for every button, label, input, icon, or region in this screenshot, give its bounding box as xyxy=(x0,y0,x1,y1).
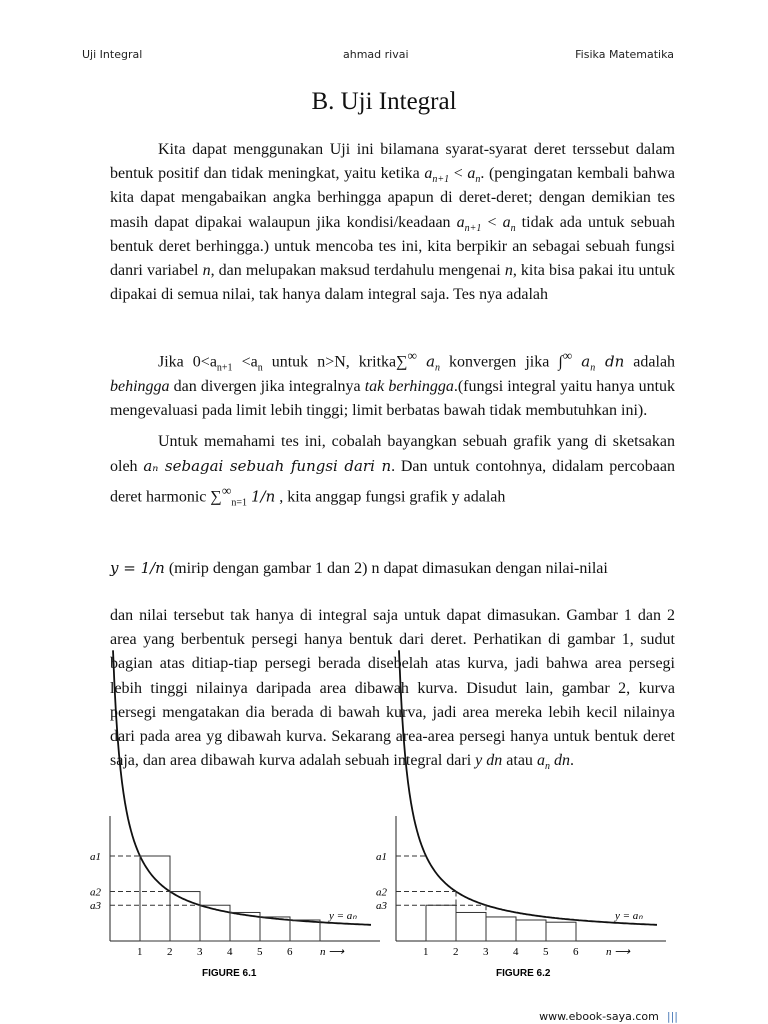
header-center: ahmad rivai xyxy=(343,48,409,61)
x-axis-label: n ⟶ xyxy=(320,946,345,958)
series-rectangle xyxy=(486,917,516,941)
x-tick-5: 5 xyxy=(257,946,263,958)
curve-label: y = aₙ xyxy=(329,909,357,922)
x-tick-4: 4 xyxy=(513,946,519,958)
page-number: ||| xyxy=(666,1010,678,1023)
series-rectangle xyxy=(456,912,486,941)
section-title: B. Uji Integral xyxy=(311,88,457,115)
curve-label: y = aₙ xyxy=(615,909,643,922)
figure-caption: FIGURE 6.2 xyxy=(496,968,551,979)
header-left: Uji Integral xyxy=(82,48,143,61)
y-label-a3: a3 xyxy=(376,900,387,913)
figure-6-2 xyxy=(378,808,688,988)
footer xyxy=(539,1010,678,1023)
x-axis-label: n ⟶ xyxy=(606,946,631,958)
figure-6-1 xyxy=(92,808,392,988)
x-tick-1: 1 xyxy=(137,946,143,958)
series-rectangle xyxy=(260,917,290,941)
series-rectangle xyxy=(516,920,546,941)
x-tick-6: 6 xyxy=(573,946,579,958)
figure-caption: FIGURE 6.1 xyxy=(202,968,257,979)
header-right: Fisika Matematika xyxy=(575,48,674,61)
x-tick-4: 4 xyxy=(227,946,233,958)
x-tick-2: 2 xyxy=(453,946,459,958)
paragraph-2: Jika $0<a_{n+1} <a_n$ untuk n>N, kritka∑∞ $a_n$ konvergen jika ∫∞ $a_n$ dn adalah behingga dan divergen jika integralnya tak berhingga.(fungsi integral yaitu hanya untuk mengevaluasi pada limit lebih tinggi; limit berbatas bawah tidak membutuhkan ini). xyxy=(110,348,676,419)
y-label-a2: a2 xyxy=(376,886,387,899)
paragraph-5: dan nilai tersebut tak hanya di integral saja untuk dapat dimasukan. Gambar 1 dan 2 area yang berbentuk persegi hanya bentuk dari deret. Perhatikan di gambar 1, sudut bagian atas ditiap-tiap persegi berada disebelah atas kurva, jadi bahwa area persegi lebih tinggi nilainya daripada area dibawah kurva. Disudut lain, gambar 2, kurva persegi mengatakan dia berada di bawah kurva, jadi area mereka lebih kecil nilainya dari pada area yg dibawah kurva. Sekarang area-area persegi hanya untuk bentuk deret saja, dan area dibawah kurva adalah sebuah integral dari y dn atau $a_n$ dn. xyxy=(110,607,675,773)
y-label-a1: a1 xyxy=(376,851,387,863)
x-tick-5: 5 xyxy=(543,946,549,958)
y-label-a3: a3 xyxy=(90,900,101,913)
x-tick-2: 2 xyxy=(167,946,173,958)
x-tick-3: 3 xyxy=(197,946,203,958)
x-tick-6: 6 xyxy=(287,946,293,958)
x-tick-3: 3 xyxy=(483,946,489,958)
series-rectangle xyxy=(140,856,170,941)
series-rectangle xyxy=(200,905,230,941)
paragraph-1: Kita dapat menggunakan Uji ini bilamana syarat-syarat deret terssebut dalam bentuk positif dan tidak meningkat, yaitu ketika $a_{n+1} < a_n$. (pengingatan kembali bahwa kita dapat mengabaikan angka berhingga apapun di deret-deret; dengan demikian tes masih dapat dipakai walaupun jika kondisi/keadaan $a_{n+1} < a_n$ tidak ada untuk sebuah bentuk deret berhingga.) untuk mencoba tes ini, kita berpikir an sebagai sebuah fungsi danri variabel n, dan melupakan maksud terdahulu mengenai n, kita bisa pakai itu untuk dipakai di semua nilai, tak hanya dalam integral saja. Tes nya adalah xyxy=(110,141,676,304)
series-rectangle xyxy=(546,922,576,941)
footer-site: www.ebook-saya.com xyxy=(539,1010,659,1023)
series-rectangle xyxy=(426,905,456,941)
x-tick-1: 1 xyxy=(423,946,429,958)
y-label-a1: a1 xyxy=(90,851,101,863)
paragraph-3: Untuk memahami tes ini, cobalah bayangkan sebuah grafik yang di sketsakan oleh aₙ sebagai sebuah fungsi dari n. Dan untuk contohnya, didalam percobaan deret harmonic $\sum^\infty_{n=1}$ 1/n , kita anggap fungsi grafik y adalah xyxy=(110,433,675,509)
paragraph-4: y = 1/n (mirip dengan gambar 1 dan 2) n dapat dimasukan dengan nilai-nilai xyxy=(110,559,608,577)
series-rectangle xyxy=(290,920,320,941)
y-label-a2: a2 xyxy=(90,886,101,899)
